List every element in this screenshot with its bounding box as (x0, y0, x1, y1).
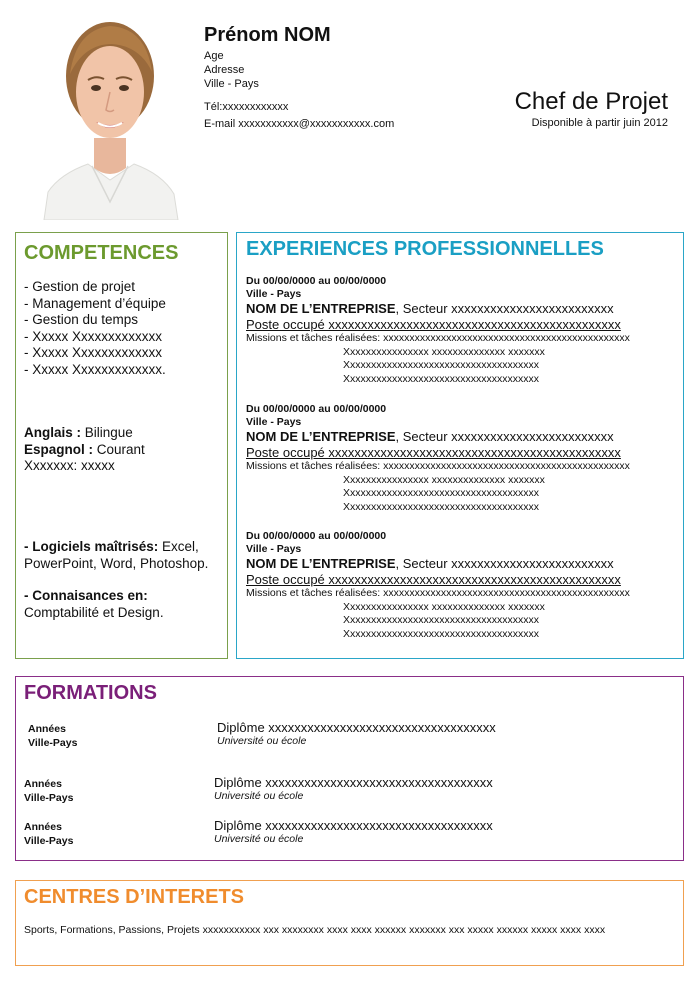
experience-post: Poste occupé xxxxxxxxxxxxxxxxxxxxxxxxxxxxxxxxxxxxxxxxxxxxx (246, 572, 621, 587)
experience-company: NOM DE L’ENTREPRISE, Secteur xxxxxxxxxxxxxxxxxxxxxxxxx (246, 429, 614, 444)
competences-title: COMPETENCES (24, 242, 179, 264)
experience-task: Xxxxxxxxxxxxxxxx xxxxxxxxxxxxxx xxxxxxx (343, 473, 545, 486)
experience-task: Xxxxxxxxxxxxxxxxxxxxxxxxxxxxxxxxxxxxx (343, 614, 540, 626)
competence-item: - Management d’équipe (24, 295, 166, 311)
software-label: - Logiciels maîtrisés: (24, 539, 159, 554)
formation-years-place: Années Ville-Pays (24, 778, 74, 804)
experience-task: Xxxxxxxxxxxxxxxxxxxxxxxxxxxxxxxxxxxxx (343, 627, 540, 640)
competence-item: - Xxxxx Xxxxxxxxxxxxx (24, 328, 163, 344)
experience-task: Xxxxxxxxxxxxxxxxxxxxxxxxxxxxxxxxxxxxx (343, 359, 540, 371)
candidate-age: Age (204, 50, 224, 62)
experiences-title: EXPERIENCES PROFESSIONNELLES (246, 238, 604, 260)
candidate-phone: Tél:xxxxxxxxxxxx (204, 101, 289, 113)
experience-task: Xxxxxxxxxxxxxxxxxxxxxxxxxxxxxxxxxxxxx (343, 372, 540, 385)
competence-item: - Gestion de projet (24, 279, 136, 294)
availability-note: Disponible à partir juin 2012 (531, 117, 668, 129)
software-block (24, 539, 229, 572)
candidate-name: Prénom NOM (204, 24, 331, 46)
profile-photo (40, 12, 180, 220)
interests-title: CENTRES D’INTERETS (24, 886, 245, 908)
candidate-address: Adresse (204, 64, 245, 76)
experience-location: Ville - Pays (246, 416, 302, 428)
candidate-email: E-mail xxxxxxxxxxx@xxxxxxxxxxx.com (204, 118, 395, 130)
experience-dates: Du 00/00/0000 au 00/00/0000 (246, 530, 387, 542)
competences-list (24, 279, 224, 378)
experience-company: NOM DE L’ENTREPRISE, Secteur xxxxxxxxxxxxxxxxxxxxxxxxx (246, 301, 614, 316)
formation-diploma: Diplôme xxxxxxxxxxxxxxxxxxxxxxxxxxxxxxxxxxx Université ou école (214, 818, 493, 845)
language-other: Xxxxxxx: xxxxx (24, 458, 115, 473)
experience-post: Poste occupé xxxxxxxxxxxxxxxxxxxxxxxxxxxxxxxxxxxxxxxxxxxxx (246, 445, 621, 460)
knowledge-label: - Connaisances en: (24, 588, 148, 603)
experience-post: Poste occupé xxxxxxxxxxxxxxxxxxxxxxxxxxxxxxxxxxxxxxxxxxxxx (246, 317, 621, 332)
experience-task: Xxxxxxxxxxxxxxxxxxxxxxxxxxxxxxxxxxxxx (343, 500, 540, 513)
experience-dates: Du 00/00/0000 au 00/00/0000 (246, 403, 387, 415)
formation-years-place: Années Ville-Pays (28, 723, 78, 749)
experience-missions: Missions et tâches réalisées: xxxxxxxxxxxxxxxxxxxxxxxxxxxxxxxxxxxxxxxxxxxxxxx (246, 587, 630, 599)
experience-task: Xxxxxxxxxxxxxxxx xxxxxxxxxxxxxx xxxxxxx (343, 600, 545, 613)
formation-years-place: Années Ville-Pays (24, 821, 74, 847)
candidate-city: Ville - Pays (204, 78, 259, 90)
competence-item: - Xxxxx Xxxxxxxxxxxxx (24, 345, 163, 360)
experience-missions: Missions et tâches réalisées: xxxxxxxxxxxxxxxxxxxxxxxxxxxxxxxxxxxxxxxxxxxxxxx (246, 332, 630, 344)
experience-dates: Du 00/00/0000 au 00/00/0000 (246, 275, 387, 287)
experience-entry (246, 403, 666, 514)
language-spanish: Espagnol : Courant (24, 441, 145, 457)
language-english: Anglais : Bilingue (24, 425, 133, 440)
experience-missions: Missions et tâches réalisées: xxxxxxxxxxxxxxxxxxxxxxxxxxxxxxxxxxxxxxxxxxxxxxx (246, 460, 630, 472)
knowledge-block (24, 588, 224, 621)
experience-location: Ville - Pays (246, 543, 302, 555)
experience-company: NOM DE L’ENTREPRISE, Secteur xxxxxxxxxxxxxxxxxxxxxxxxx (246, 556, 614, 571)
software-value-line2: PowerPoint, Word, Photoshop. (24, 555, 209, 571)
experience-task: Xxxxxxxxxxxxxxxxxxxxxxxxxxxxxxxxxxxxx (343, 487, 540, 499)
knowledge-value: Comptabilité et Design. (24, 604, 164, 620)
formations-title: FORMATIONS (24, 682, 157, 704)
formation-diploma: Diplôme xxxxxxxxxxxxxxxxxxxxxxxxxxxxxxxxxxx Université ou école (214, 775, 493, 802)
experience-task: Xxxxxxxxxxxxxxxx xxxxxxxxxxxxxx xxxxxxx (343, 345, 545, 358)
languages-block (24, 425, 224, 475)
experience-entry (246, 530, 666, 641)
job-title: Chef de Projet (514, 88, 668, 115)
experience-entry (246, 275, 666, 386)
experience-location: Ville - Pays (246, 288, 302, 300)
formation-diploma: Diplôme xxxxxxxxxxxxxxxxxxxxxxxxxxxxxxxxxxx Université ou école (217, 720, 496, 747)
competence-item: - Xxxxx Xxxxxxxxxxxxx. (24, 361, 166, 377)
competence-item: - Gestion du temps (24, 312, 139, 327)
interests-text: Sports, Formations, Passions, Projets xxxxxxxxxxx xxx xxxxxxxx xxxx xxxx xxxxxx xxxxxxx xxx xxxxx xxxxxx xxxxx xxxx xxxx (24, 924, 606, 936)
software-value: Excel, (158, 539, 199, 554)
